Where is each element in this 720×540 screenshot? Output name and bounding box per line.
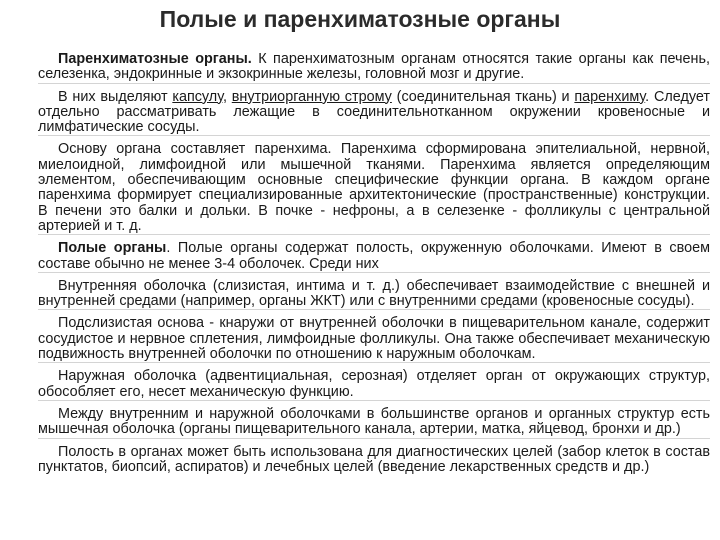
term-parenchymal-organs: Паренхиматозные органы. <box>58 51 252 67</box>
page-title: Полые и паренхиматозные органы <box>159 6 561 32</box>
paragraph-inner-membrane: Внутренняя оболочка (слизистая, интима и т. д.) обеспечивает взаимодействие с внешней и внутренней средами (например, органы ЖКТ) или с внутренними средами (кровеносные сосуды). <box>38 277 710 310</box>
document-body <box>38 52 710 481</box>
link-parenchyma[interactable]: паренхиму <box>574 88 646 105</box>
paragraph-cavity-usage: Полость в органах может быть использована для диагностических целей (забор клеток в состав пунктатов, биопсий, аспиратов) и лечебных целей (введение лекарственных средств и др.) <box>38 443 710 475</box>
paragraph-outer-membrane: Наружная оболочка (адвентициальная, серозная) отделяет орган от окружающих структур, обособляет его, несет механическую функцию. <box>38 368 710 400</box>
paragraph-parenchymal-structure: В них выделяют капсулу, внутриорганную строму (соединительная ткань) и паренхиму. Следует отдельно рассматривать лежащие в соединительнотканном окружении кровеносные и лимфатические сосуды. <box>38 88 710 136</box>
paragraph-parenchyma-basis: Основу органа составляет паренхима. Паренхима сформирована эпителиальной, нервной, миелоидной, лимфоидной или мышечной тканями. Паренхима является определяющим элементом, обеспечивающим основные специфические функции органа. В каждом органе паренхима формирует специализированные архитектонические (пространственные) конструкции. В печени это балки и дольки. В почке - нефроны, а в селезенке - фолликулы с центральной артерией и т. д. <box>38 141 710 234</box>
paragraph-parenchymal-definition: Паренхиматозные органы. К паренхиматозным органам относятся такие органы как печень, селезенка, эндокринные и экзокринные железы, головной мозг и другие. <box>38 51 711 83</box>
paragraph-submucosa: Подслизистая основа - кнаружи от внутренней оболочки в пищеварительном канале, содержит сосудистое и нервное сплетения, лимфоидные фолликулы. Она также обеспечивает механическую подвижность внутренней оболочки по отношению к наружным оболочкам. <box>38 315 710 363</box>
link-stroma[interactable]: внутриорганную строму <box>231 88 392 105</box>
paragraph-muscular-layer: Между внутренним и наружной оболочками в большинстве органов и органных структур есть мышечная оболочка (органы пищеварительного канала, артерии, матка, яйцевод, бронхи и др.) <box>38 405 710 438</box>
term-hollow-organs: Полые органы <box>58 240 167 257</box>
link-capsule[interactable]: капсулу <box>172 88 223 105</box>
paragraph-hollow-organs: Полые органы. Полые органы содержат полость, окруженную оболочками. Имеют в своем составе обычно не менее 3-4 оболочек. Среди них <box>38 240 710 272</box>
